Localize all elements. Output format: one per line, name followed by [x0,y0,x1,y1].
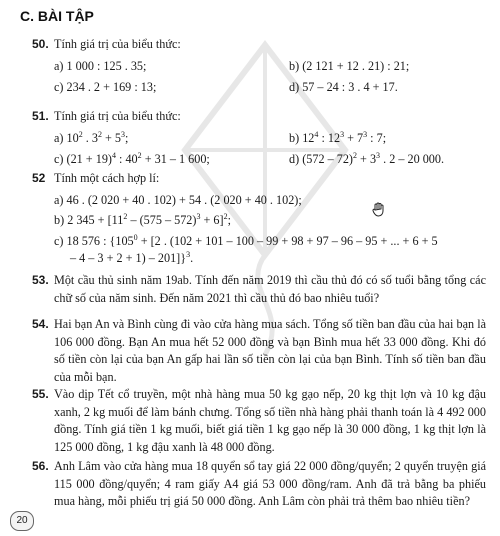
part-c: c) 234 . 2 + 169 : 13; [54,80,157,94]
part-d: d) 57 – 24 : 3 . 4 + 17. [289,80,398,94]
page-number: 20 [10,511,34,531]
problem-number: 53. [32,273,49,287]
problem-54 [32,316,486,386]
part-c-continued: – 4 – 3 + 2 + 1) – 201]}$^3$. [70,249,194,265]
problem-number: 52 [32,171,46,185]
part-b: b) 2 $345 + [11^2 - (575 - 572)^3 + 6]^2$; [54,211,231,227]
part-a: a) $10^2$ . $3^2 + 5^3$; [54,129,129,145]
problem-text: Anh Lâm vào cửa hàng mua 18 quyển sổ tay giá 22 000 đồng/quyển; 2 quyển truyện giá 115 000 đồng/quyển; 4 ram giấy A4 giá 53 000 đồng/ram. Anh đã trả bằng ba phiếu mua hàng, mỗi phiếu trị giá 50 000 đồng. Anh Lâm còn phải trả thêm bao nhiêu tiền? [54,459,486,508]
problem-55 [32,386,486,456]
problem-50 [32,36,486,97]
problem-number: 56. [32,459,49,473]
problem-text: Hai bạn An và Bình cùng đi vào cửa hàng mua sách. Tổng số tiền ban đầu của hai bạn là 106 000 đồng. Bạn An mua hết 52 000 đồng và bạn Bình mua hết 33 000 đồng. Khi đó số tiền còn lại của bạn An gấp hai lần số tiền còn lại của bạn Bình. Tính số tiền ban đầu của mỗi bạn. [54,317,486,384]
problem-number: 55. [32,387,49,401]
problem-56 [32,458,486,511]
problem-stem: Tính một cách hợp lí: [54,171,160,185]
part-b: b) (2 121 + 12 . 21) : 21; [289,58,410,73]
problem-53 [32,272,486,307]
pointer-hand-icon [371,201,387,217]
problem-text: Một cầu thủ sinh năm 19ab. Tính đến năm 2019 thì cầu thủ đó có số tuổi bằng tổng các chữ số của năm sinh. Đến năm 2021 thì cầu thủ đó bao nhiêu tuổi? [54,273,486,305]
part-a: a) 1 000 : 125 . 35; [54,58,147,73]
problem-text: Vào dịp Tết cổ truyền, một nhà hàng mua 50 kg gạo nếp, 20 kg thịt lợn và 10 kg đậu xanh, 2 kg muối để làm bánh chưng. Tổng số tiền nhà hàng phải thanh toán là 4 492 000 đồng. Tính giá tiền 1 kg muối, biết giá tiền 1 kg gạo nếp là 30 000 đồng, 1 kg thịt lợn là 125 000 đồng, 1 kg đậu xanh là 48 000 đồng. [54,387,486,454]
problem-number: 50. [32,37,49,51]
part-c: c) 18 576 : {$105^0 + [2$ . (102 + 101 – 100 – 99 + 98 + 97 – 96 – 95 + ... + 6 + 5 [54,232,438,248]
problem-stem: Tính giá trị của biểu thức: [54,37,181,51]
problem-number: 54. [32,317,49,331]
section-heading: C. BÀI TẬP [20,8,94,24]
part-d: d) $(572 - 72)^2 + 3^3$ . 2 – 20 000. [289,150,445,166]
problem-51 [32,108,486,169]
problem-number: 51. [32,109,49,123]
problem-52 [32,170,486,268]
part-c: c) $(21 + 19)^4$ : $40^2 + 31 - 1$ 600; [54,150,210,166]
part-b: b) $12^4$ : $12^3 + 7^3$ : 7; [289,129,387,145]
problem-stem: Tính giá trị của biểu thức: [54,109,181,123]
part-a: a) 46 . (2 020 + 40 . 102) + 54 . (2 020 + 40 . 102); [54,192,302,207]
